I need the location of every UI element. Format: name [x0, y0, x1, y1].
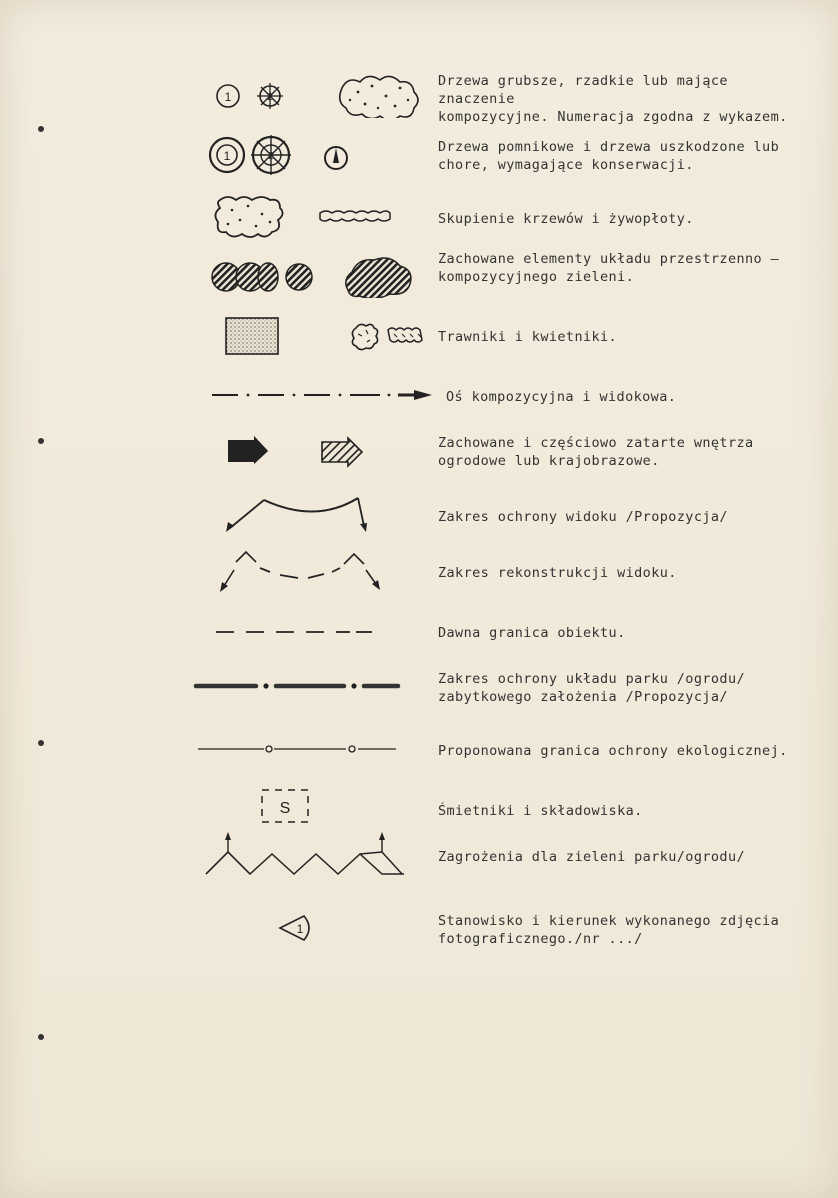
- margin-mark: [38, 126, 44, 132]
- park-protection-symbol: [190, 670, 430, 704]
- tree-number-label: 1: [223, 149, 231, 163]
- trees-thick-symbol: [190, 66, 430, 118]
- threats-description: Zagrożenia dla zieleni parku/ogrodu/: [438, 849, 745, 865]
- interiors-symbol: [190, 430, 430, 474]
- shrubs-hedges-description: Skupienie krzewów i żywopłoty.: [438, 211, 694, 227]
- ecological-boundary-symbol: [190, 736, 430, 762]
- photo-position-symbol: [190, 904, 430, 948]
- trees-thick-description: Drzewa grubsze, rzadkie lub mające znaczenie kompozycyjne. Numeracja zgodna z wykazem.: [438, 73, 788, 125]
- threats-symbol: [190, 830, 430, 880]
- monument-trees-description: Drzewa pomnikowe i drzewa uszkodzone lub chore, wymagające konserwacji.: [438, 139, 780, 173]
- axis-description: Oś kompozycyjna i widokowa.: [446, 389, 677, 405]
- view-reconstruction-symbol: [190, 548, 430, 594]
- interiors-description: Zachowane i częściowo zatarte wnętrza ogrodowe lub krajobrazowe.: [438, 435, 754, 469]
- dumps-description: Śmietniki i składowiska.: [438, 803, 643, 819]
- former-boundary-symbol: [190, 620, 430, 644]
- tree-number-label: 2: [267, 92, 273, 103]
- lawns-description: Trawniki i kwietniki.: [438, 329, 618, 345]
- shrubs-hedges-symbol: [190, 190, 430, 240]
- ecological-boundary-description: Proponowana granica ochrony ekologicznej.: [438, 743, 788, 759]
- axis-symbol: [190, 380, 430, 410]
- photo-position-description: Stanowisko i kierunek wykonanego zdjęcia fotograficznego./nr .../: [438, 913, 780, 947]
- margin-mark: [38, 438, 44, 444]
- former-boundary-description: Dawna granica obiektu.: [438, 625, 626, 641]
- tree-number-label: 2: [268, 151, 274, 162]
- monument-trees-symbol: [190, 132, 430, 180]
- preserved-elements-description: Zachowane elementy układu przestrzenno – kompozycyjnego zieleni.: [438, 251, 780, 285]
- park-protection-description: Zakres ochrony układu parku /ogrodu/ zabytkowego założenia /Propozycja/: [438, 671, 745, 705]
- view-protection-description: Zakres ochrony widoku /Propozycja/: [438, 509, 728, 525]
- margin-mark: [38, 1034, 44, 1040]
- view-reconstruction-description: Zakres rekonstrukcji widoku.: [438, 565, 677, 581]
- preserved-elements-symbol: [190, 250, 430, 298]
- tree-number-label: 1: [224, 90, 232, 104]
- margin-mark: [38, 740, 44, 746]
- view-protection-symbol: [190, 490, 430, 540]
- dumps-symbol-letter: S: [279, 800, 291, 817]
- dumps-symbol: [190, 786, 430, 828]
- photo-number-label: 1: [296, 922, 304, 936]
- lawns-symbol: [190, 314, 430, 360]
